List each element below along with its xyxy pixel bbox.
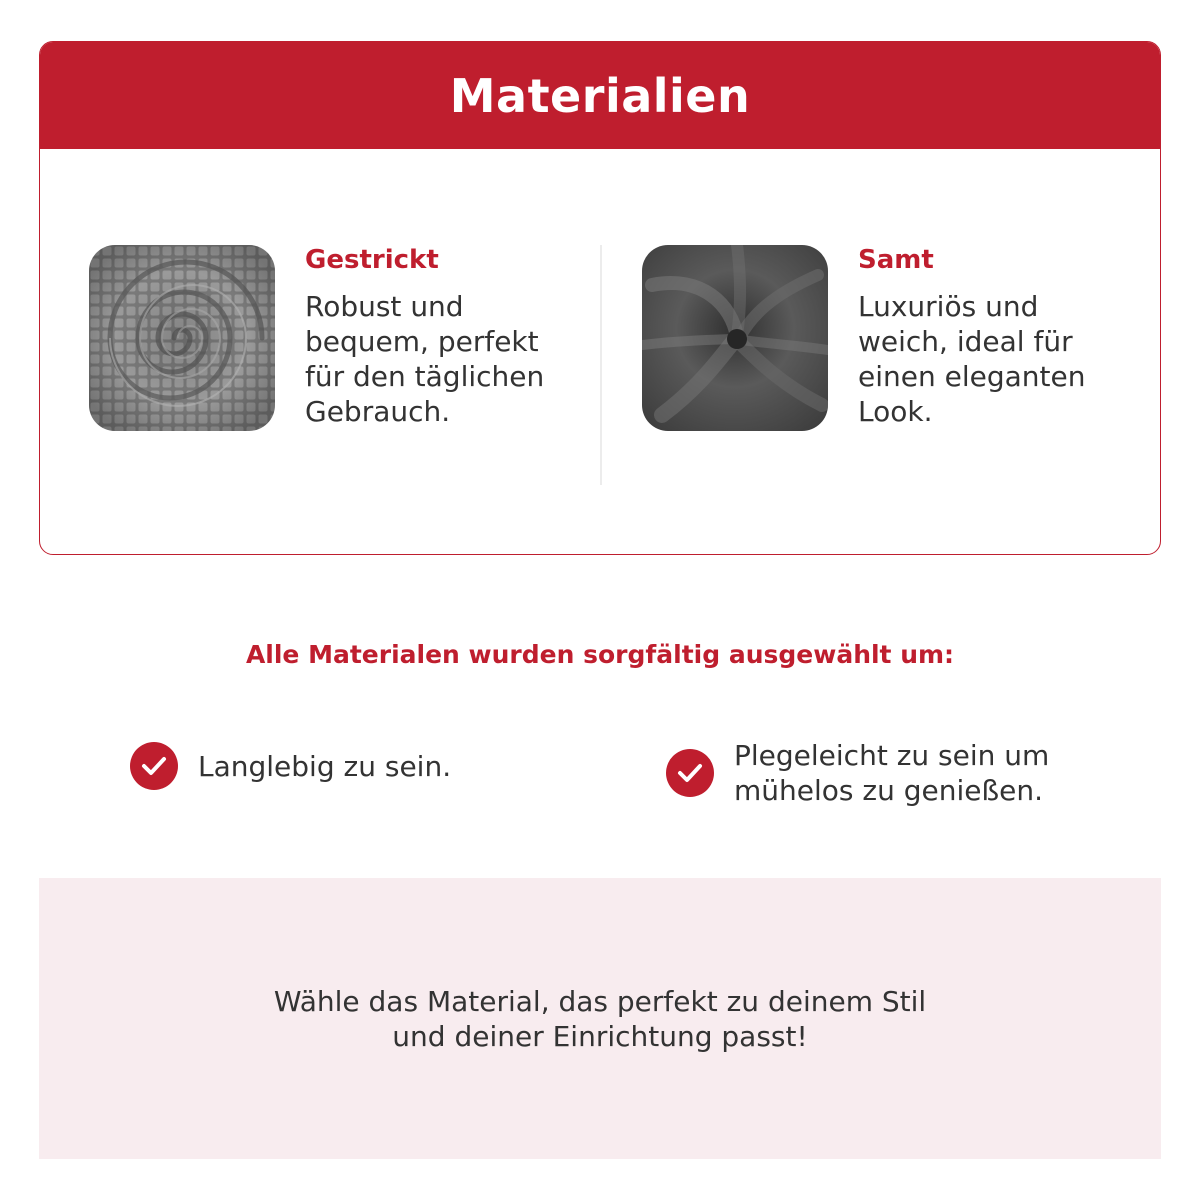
material-description: Robust und bequem, perfekt für den täglichen Gebrauch. [305, 290, 545, 428]
benefit-text: Plegeleicht zu sein um mühelos zu genießen. [734, 739, 1050, 807]
material-description: Luxuriös und weich, ideal für einen eleganten Look. [858, 290, 1086, 428]
knitted-fabric-image [89, 245, 275, 431]
column-divider [600, 245, 602, 485]
material-text [305, 245, 575, 431]
material-name: Samt [858, 245, 934, 275]
materials-card [39, 41, 1161, 555]
check-circle-icon [130, 742, 178, 790]
material-knitted [89, 245, 575, 431]
velvet-fabric-image [642, 245, 828, 431]
benefit-item [666, 738, 1134, 808]
material-velvet [642, 245, 1128, 431]
check-circle-icon [666, 749, 714, 797]
page-title: Materialien [449, 68, 751, 123]
footer-text: Wähle das Material, das perfekt zu deinem Stil und deiner Einrichtung passt! [273, 984, 927, 1053]
benefit-item [130, 742, 451, 790]
material-text [858, 245, 1128, 431]
material-name: Gestrickt [305, 245, 439, 275]
card-header [40, 42, 1160, 149]
benefits-heading: Alle Materialen wurden sorgfältig ausgewählt um: [245, 640, 955, 669]
footer-callout [39, 878, 1161, 1159]
benefit-text: Langlebig zu sein. [198, 749, 452, 783]
